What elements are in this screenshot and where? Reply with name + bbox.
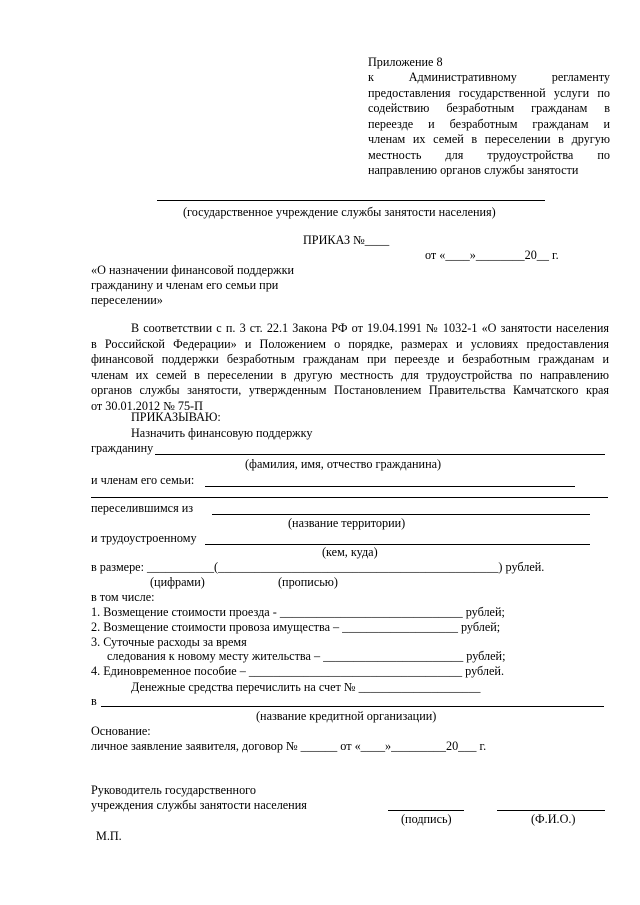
name-line[interactable] xyxy=(497,810,605,811)
subject-line: «О назначении финансовой поддержки xyxy=(91,263,295,277)
territory-line[interactable] xyxy=(212,514,590,515)
words-caption: (прописью) xyxy=(278,575,338,589)
item-property[interactable]: 2. Возмещение стоимости провоза имущества – ___________________ рублей; xyxy=(91,620,501,634)
relocated-label: переселившимся из xyxy=(91,501,194,515)
citizen-label: гражданину xyxy=(91,441,154,455)
bank-prefix: в xyxy=(91,694,97,708)
appendix-line: направлению органов службы занятости xyxy=(368,163,579,177)
preamble-line: от 30.01.2012 № 75-П xyxy=(91,398,203,413)
preamble-line: в Российской Федерации» и Положением о порядке, размерах и условиях предоставления xyxy=(91,336,609,351)
amount-line[interactable]: в размере: ___________(______________________________________________) рублей. xyxy=(91,560,545,574)
employed-label: и трудоустроенному xyxy=(91,531,197,545)
appendix-line: членам их семей в переселении в другую xyxy=(368,132,610,146)
including-label: в том числе: xyxy=(91,590,155,604)
order-date: от «____»________20__ г. xyxy=(425,248,559,262)
appendix-text xyxy=(368,70,610,179)
head-title: учреждения службы занятости населения xyxy=(91,798,307,812)
institution-line xyxy=(157,200,545,201)
bank-caption: (название кредитной организации) xyxy=(256,709,437,723)
family-label: и членам его семьи: xyxy=(91,473,195,487)
basis-label: Основание: xyxy=(91,724,151,738)
preamble-line: органов службы занятости, утвержденным Постановлением Правительства Камчатского края xyxy=(91,383,609,397)
appendix-line: к Административному регламенту xyxy=(368,70,610,84)
territory-caption: (название территории) xyxy=(288,516,406,530)
employer-line[interactable] xyxy=(205,544,590,545)
digits-caption: (цифрами) xyxy=(150,575,205,589)
head-title: Руководитель государственного xyxy=(91,783,256,797)
family-line-2[interactable] xyxy=(91,497,608,498)
preamble-line: членам их семей в переселении в другую местность для трудоустройства по направлению xyxy=(91,367,609,382)
appendix-line: переезде и безработным гражданам и xyxy=(368,116,610,131)
where-caption: (кем, куда) xyxy=(322,545,378,559)
family-line[interactable] xyxy=(205,486,575,487)
item-allowance[interactable]: 4. Единовременное пособие – ___________________________________ рублей. xyxy=(91,664,504,678)
preamble xyxy=(91,321,609,414)
item-daily-amount[interactable]: следования к новому месту жительства – _______________________ рублей; xyxy=(107,649,506,663)
item-daily: 3. Суточные расходы за время xyxy=(91,635,247,649)
appendix-line: местность для трудоустройства по xyxy=(368,147,610,162)
item-travel[interactable]: 1. Возмещение стоимости проезда - ______________________________ рублей; xyxy=(91,605,505,619)
subject-line: переселении» xyxy=(91,293,163,307)
subject-line: гражданину и членам его семьи при xyxy=(91,278,279,292)
order-word: ПРИКАЗЫВАЮ: xyxy=(131,410,221,424)
assign-text: Назначить финансовую поддержку xyxy=(131,426,313,440)
appendix-title: Приложение 8 xyxy=(368,55,443,69)
basis-text[interactable]: личное заявление заявителя, договор № ______ от «____»_________20___ г. xyxy=(91,739,487,753)
citizen-line[interactable] xyxy=(155,454,605,455)
transfer-text[interactable]: Денежные средства перечислить на счет № ____________________ xyxy=(131,680,481,694)
preamble-line: В соответствии с п. 3 ст. 22.1 Закона РФ от 19.04.1991 № 1032-1 «О занятости населения xyxy=(131,321,609,335)
appendix-line: предоставления государственной услуги по xyxy=(368,85,610,100)
citizen-caption: (фамилия, имя, отчество гражданина) xyxy=(245,457,442,471)
order-title: ПРИКАЗ №____ xyxy=(303,233,390,247)
signature-line[interactable] xyxy=(388,810,464,811)
signature-caption: (подпись) xyxy=(401,812,452,826)
appendix-line: содействию безработным гражданам в xyxy=(368,101,610,115)
institution-caption: (государственное учреждение службы занятости населения) xyxy=(183,205,496,219)
bank-line[interactable] xyxy=(101,706,604,707)
seal-label: М.П. xyxy=(96,829,122,843)
name-caption: (Ф.И.О.) xyxy=(531,812,576,826)
preamble-line: финансовой поддержки безработным гражданам при переезде и безработным гражданам и xyxy=(91,352,609,366)
